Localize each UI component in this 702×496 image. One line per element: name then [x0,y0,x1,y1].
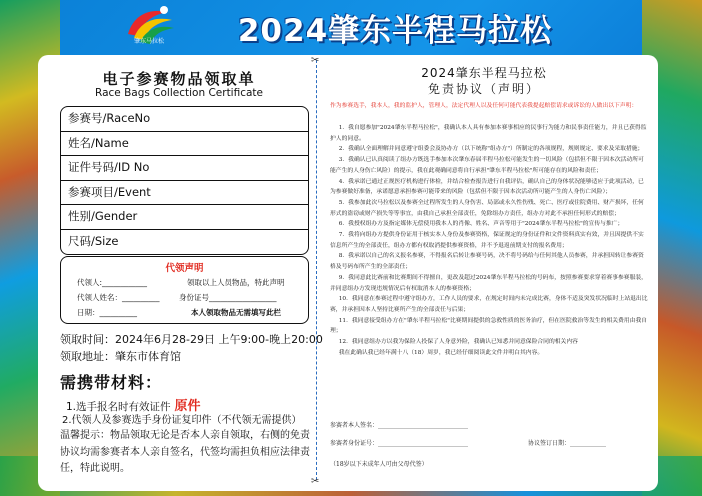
proxy-statement: 领取以上人员物品，特此声明 [187,278,285,287]
field-race-no[interactable]: 参赛号/RaceNo [61,107,308,132]
minor-note: （18岁以下未成年人可由父母代签） [330,461,428,468]
waiver-clause: 6．我授权组办方及指定媒体无偿使用我本人的肖像、姓名、声音等用于"2024肇东半程马拉松"的宣传与推广； [338,221,624,228]
waiver-title: 2024肇东半程马拉松 [421,66,547,80]
pickup-time: 领取时间：2024年6月28-29日 上午9:00-晚上20:00 [60,333,323,346]
pickup-place: 领取地址：肇东市体育馆 [60,350,181,363]
waiver-clause: 4．我承诺已通过正规医疗机构进行体检，并结合检查报告进行自我评估，确认自己的身体状况能够适应于此项活动，已为参赛做好准备，承诺愿意承担参赛可能带来的风险（包括但不限于因本次活动所可能产生的人身伤亡风险）； [330,178,644,196]
field-name[interactable]: 姓名/Name [61,132,308,157]
waiver-intro: 作为参赛选手，我本人，我的监护人，管理人，法定代理人以及任何可能代表我提起赔偿请求或诉讼的人做出以下声明： [330,103,638,109]
proxy-date-field[interactable]: 日期：__________ [77,308,137,317]
proxy-id-field[interactable]: 身份证号__________________ [179,293,277,302]
id-number-field[interactable]: 参赛者身份证号：______________________________ [330,440,469,447]
scissors-icon: ✂ [311,476,320,487]
logo-text: 肇东马拉松 [133,38,164,45]
field-event[interactable]: 参赛项目/Event [61,181,308,206]
id-number-label: 参赛者身份证号： [330,440,379,447]
field-size[interactable]: 尺码/Size [68,233,119,248]
required-materials-title: 需携带材料： [60,373,163,392]
waiver-clause: 7．我将向组办方提供身份证用于核实本人身份及参赛资格，保证规定的身份证件和文件资料真实有效，并且因提供不实信息所产生的全部责任，组办方都有权取消提供参赛资格，并不予退返前期支付的报名费用； [330,232,644,249]
field-id-no[interactable]: 证件号码/ID No [61,156,308,181]
waiver-clause: 3．我确认已认真阅读了组办方既选手参加本次肇东春届半程马拉松可能发生的一切风险（包括但不限于因本次活动所可能产生的人身伤亡风险）的提示，我在此观确同意将自行承担"肇东半程马拉松"所可能存在的风险和责任； [330,157,644,174]
proxy-note: 本人领取物品无需填写此栏 [191,308,281,317]
header [0,0,702,52]
waiver-clause: 我在此确认我已经年满十八（18）周岁，我已经仔细阅读此文件并明白其内容。 [338,349,544,356]
scissors-icon: ✂ [311,55,320,66]
participant-info-table [60,106,309,255]
waiver-clause: 11．我同意接受组办方在"肇东半程马拉松"比赛期间提供的急救性质的医务治疗，但在医院救治等发生的相关费用由我自理； [330,317,648,335]
page-title: 2024肇东半程马拉松 [237,13,553,49]
required-item-1-text: 1.选手报名时有效证件 [66,401,171,413]
collection-title: 电子参赛物品领取单 [102,70,256,88]
waiver-clause: 10．我同意在参赛过程中遵守组办方，工作人员的要求，在规定时间内未完成比赛，身体不适及突发状况临时上站退出比赛，并承担因本人坚持比赛所产生的全部责任与后果； [330,296,648,313]
waiver-clause: 2．我确认全面理解并同意遵守组委会及协办方（以下统称"组办方"）所制定的各项规程，规则规定、要求及采取措施； [338,146,644,153]
original-highlight: 原件 [174,399,201,414]
proxy-person-field[interactable]: 代领人:____________ [77,278,148,287]
waiver-clause: 8．我承诺以自己的名义报名参赛，不得报名后转让参赛号码，决不将号码给与任何其他人员参赛，并承担因转让参赛资格及号码布所产生的全部责任； [330,253,644,271]
signature-field[interactable]: 参赛者本人签名：______________________________ [330,422,469,429]
waiver-clause: 5．我参加此次马拉松以及参赛全过程所发生的人身伤害、局部或永久性伤残、死亡、医疗或住院费用、财产损坏，任何形式的盗窃或财产损失等等事宜，由我自己承担全部责任，免除组办方责任，组办方对此不承担任何形式的赔偿； [330,199,644,217]
collection-subtitle: Race Bags Collection Certificate [95,87,263,99]
proxy-declaration-box [60,256,309,324]
waiver-clause: 9．我同意此比赛前和比赛期间不得擅自，更改及超过2024肇东半程马拉松的号码布，按照参赛要求穿着赛事参赛服装，并同意组办方发现违规情况后有权取消本人的参赛资格； [330,274,647,292]
waiver-subtitle: 免责协议（声明） [427,82,540,96]
field-gender[interactable]: 性别/Gender [61,205,308,230]
required-item-2: 2.代领人及参赛选手身份证复印件（不代领无需提供） [62,415,302,426]
waiver-clause: 12．我同意组办方以我为保险人投保了人身意外险，我确认已知悉并同意保险合同的相关内容 [338,339,578,346]
waiver-clause: 1．我自愿参加"2024肇东半程马拉松"，我确认本人具有参加本赛事相应的民事行为能力和民事责任能力，并且已获得监护人的同意。 [330,125,647,142]
proxy-title: 代领声明 [165,263,204,274]
waiver-clauses [330,123,648,358]
cut-line [316,60,317,480]
proxy-name-field[interactable]: 代领人姓名：__________ [77,293,160,302]
sign-date-label: 协议签订日期： [528,440,571,447]
sign-date-field[interactable]: 协议签订日期：____________ [528,440,607,447]
warm-tip: 温馨提示：物品领取无论是否本人亲自领取，右侧的免责协议均需参赛者本人亲自签名，代签均需担负相应法律责任，特此说明。 [60,430,310,474]
signature-label: 参赛者本人签名： [330,422,379,429]
